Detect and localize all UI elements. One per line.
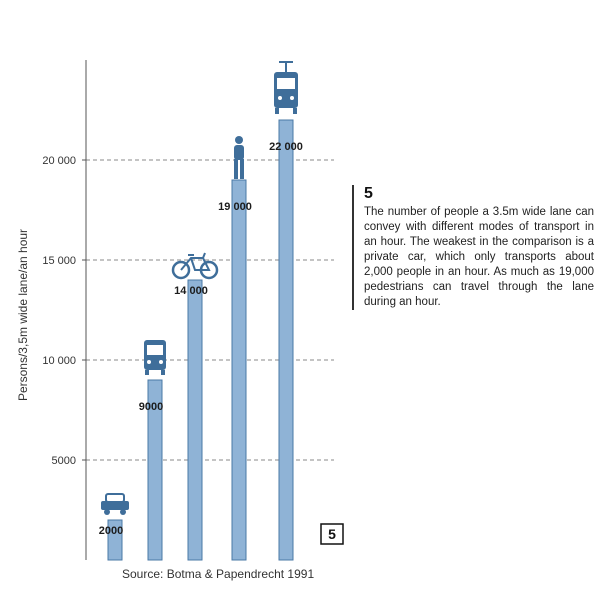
figure-number-box	[321, 524, 343, 544]
y-tick-label: 10 000	[42, 355, 76, 367]
y-axis-label: Persons/3,5m wide lane/an hour	[16, 228, 30, 402]
bicycle-icon	[173, 253, 217, 278]
source-note: Source: Botma & Papendrecht 1991	[122, 567, 315, 581]
bars	[108, 120, 293, 560]
bar-value-label: 9000	[138, 401, 164, 413]
bar-value-label: 2000	[98, 525, 124, 537]
pedestrian-icon	[234, 136, 244, 179]
caption	[352, 185, 594, 310]
y-tick-labels	[42, 155, 76, 467]
bar-tram	[279, 120, 293, 560]
car-icon	[101, 494, 129, 515]
figure-number: 5	[328, 526, 336, 542]
y-tick-label: 20 000	[42, 155, 76, 167]
bar-pedestrian	[232, 180, 246, 560]
bus-icon	[144, 340, 166, 375]
y-tick-label: 15 000	[42, 255, 76, 267]
caption-number: 5	[364, 185, 373, 202]
y-tick-label: 5000	[51, 455, 76, 467]
bar-value-label: 19 000	[218, 201, 252, 213]
tram-icon	[274, 62, 298, 114]
caption-text: The number of people a 3.5m wide lane can convey with different modes of transport in an hour. The weakest in the comparison is a private car, which only transports about 2,000 people in an hour. As much as 19,000 pedestrians can travel through the lane during an hour.	[364, 206, 594, 308]
bar-bicycle	[188, 280, 202, 560]
bar-value-label: 14 000	[174, 285, 208, 297]
gridlines	[82, 160, 334, 460]
bar-value-label: 22 000	[269, 141, 303, 153]
